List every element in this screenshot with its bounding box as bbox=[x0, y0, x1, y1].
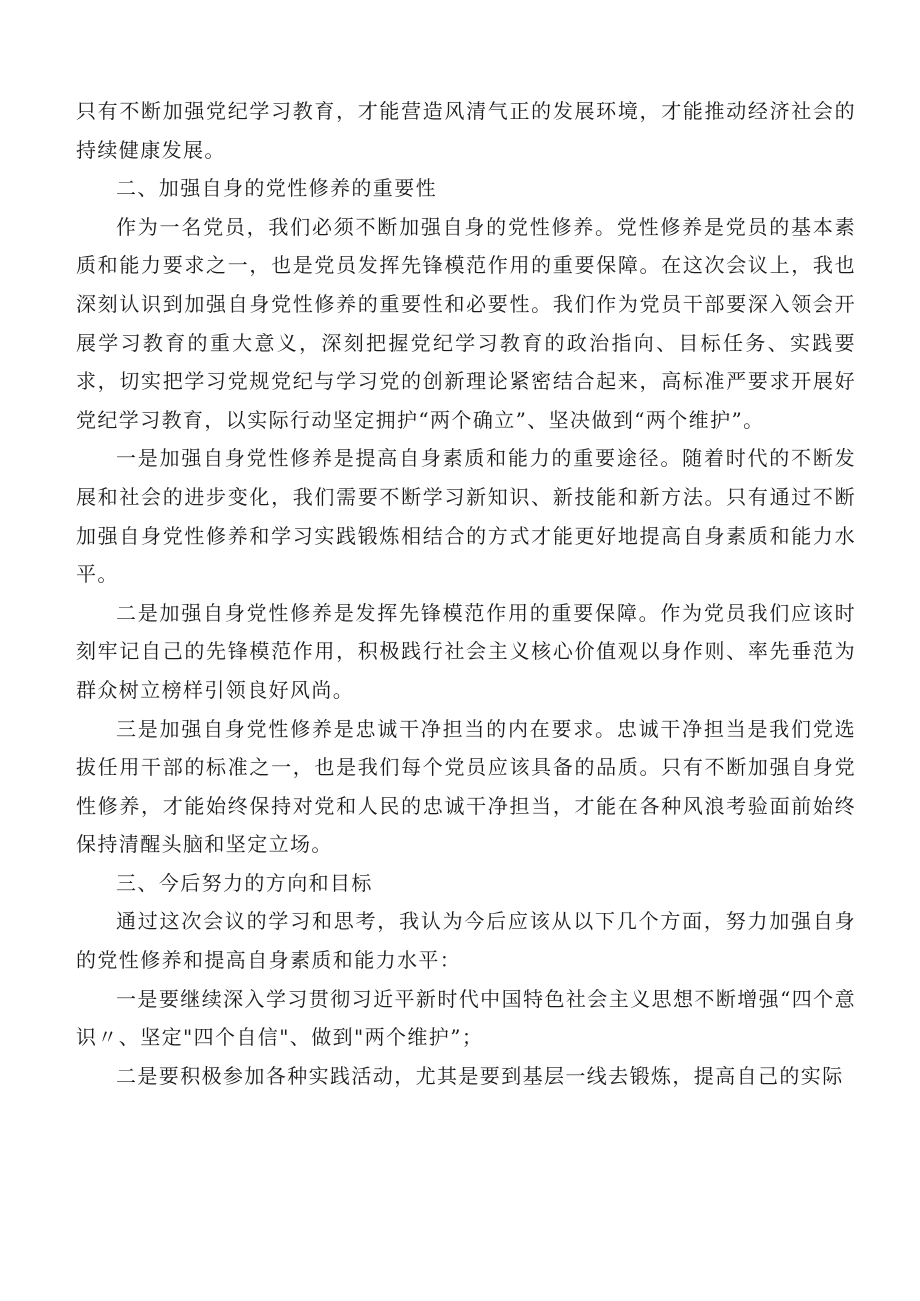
paragraph-future-intro: 通过这次会议的学习和思考，我认为今后应该从以下几个方面，努力加强自身的党性修养和提高自身素质和能力水平： bbox=[76, 909, 856, 973]
paragraph-continuation: 只有不断加强党纪学习教育，才能营造风清气正的发展环境，才能推动经济社会的持续健康发展。 bbox=[76, 99, 856, 162]
document-body bbox=[76, 92, 856, 1095]
section-heading-3: 三、今后努力的方向和目标 bbox=[116, 870, 373, 895]
paragraph-point-three: 三是加强自身党性修养是忠诚干净担当的内在要求。忠诚干净担当是我们党选拔任用干部的标准之一，也是我们每个党员应该具备的品质。只有不断加强自身党性修养，才能始终保持对党和人民的忠诚干净担当，才能在各种风浪考验面前始终保持清醒头脑和坚定立场。 bbox=[76, 716, 856, 857]
paragraph-party-spirit-importance: 作为一名党员，我们必须不断加强自身的党性修养。党性修养是党员的基本素质和能力要求之一，也是党员发挥先锋模范作用的重要保障。在这次会议上，我也深刻认识到加强自身党性修养的重要性和必要性。我们作为党员干部要深入领会开展学习教育的重大意义，深刻把握党纪学习教育的政治指向、目标任务、实践要求，切实把学习党规党纪与学习党的创新理论紧密结合起来，高标准严要求开展好党纪学习教育，以实际行动坚定拥护“两个确立”、坚决做到“两个维护”。 bbox=[76, 214, 856, 432]
paragraph-future-two: 二是要积极参加各种实践活动，尤其是要到基层一线去锻炼，提高自己的实际 bbox=[116, 1063, 844, 1088]
paragraph-future-one: 一是要继续深入学习贯彻习近平新时代中国特色社会主义思想不断增强“四个意识〃、坚定"四个自信"、做到"两个维护”； bbox=[76, 986, 856, 1050]
paragraph-point-two: 二是加强自身党性修养是发挥先锋模范作用的重要保障。作为党员我们应该时刻牢记自己的先锋模范作用，积极践行社会主义核心价值观以身作则、率先垂范为群众树立榜样引领良好风尚。 bbox=[76, 600, 856, 702]
paragraph-point-one: 一是加强自身党性修养是提高自身素质和能力的重要途径。随着时代的不断发展和社会的进步变化，我们需要不断学习新知识、新技能和新方法。只有通过不断加强自身党性修养和学习实践锻炼相结合的方式才能更好地提高自身素质和能力水平。 bbox=[76, 446, 856, 587]
section-heading-2: 二、加强自身的党性修养的重要性 bbox=[116, 176, 437, 201]
